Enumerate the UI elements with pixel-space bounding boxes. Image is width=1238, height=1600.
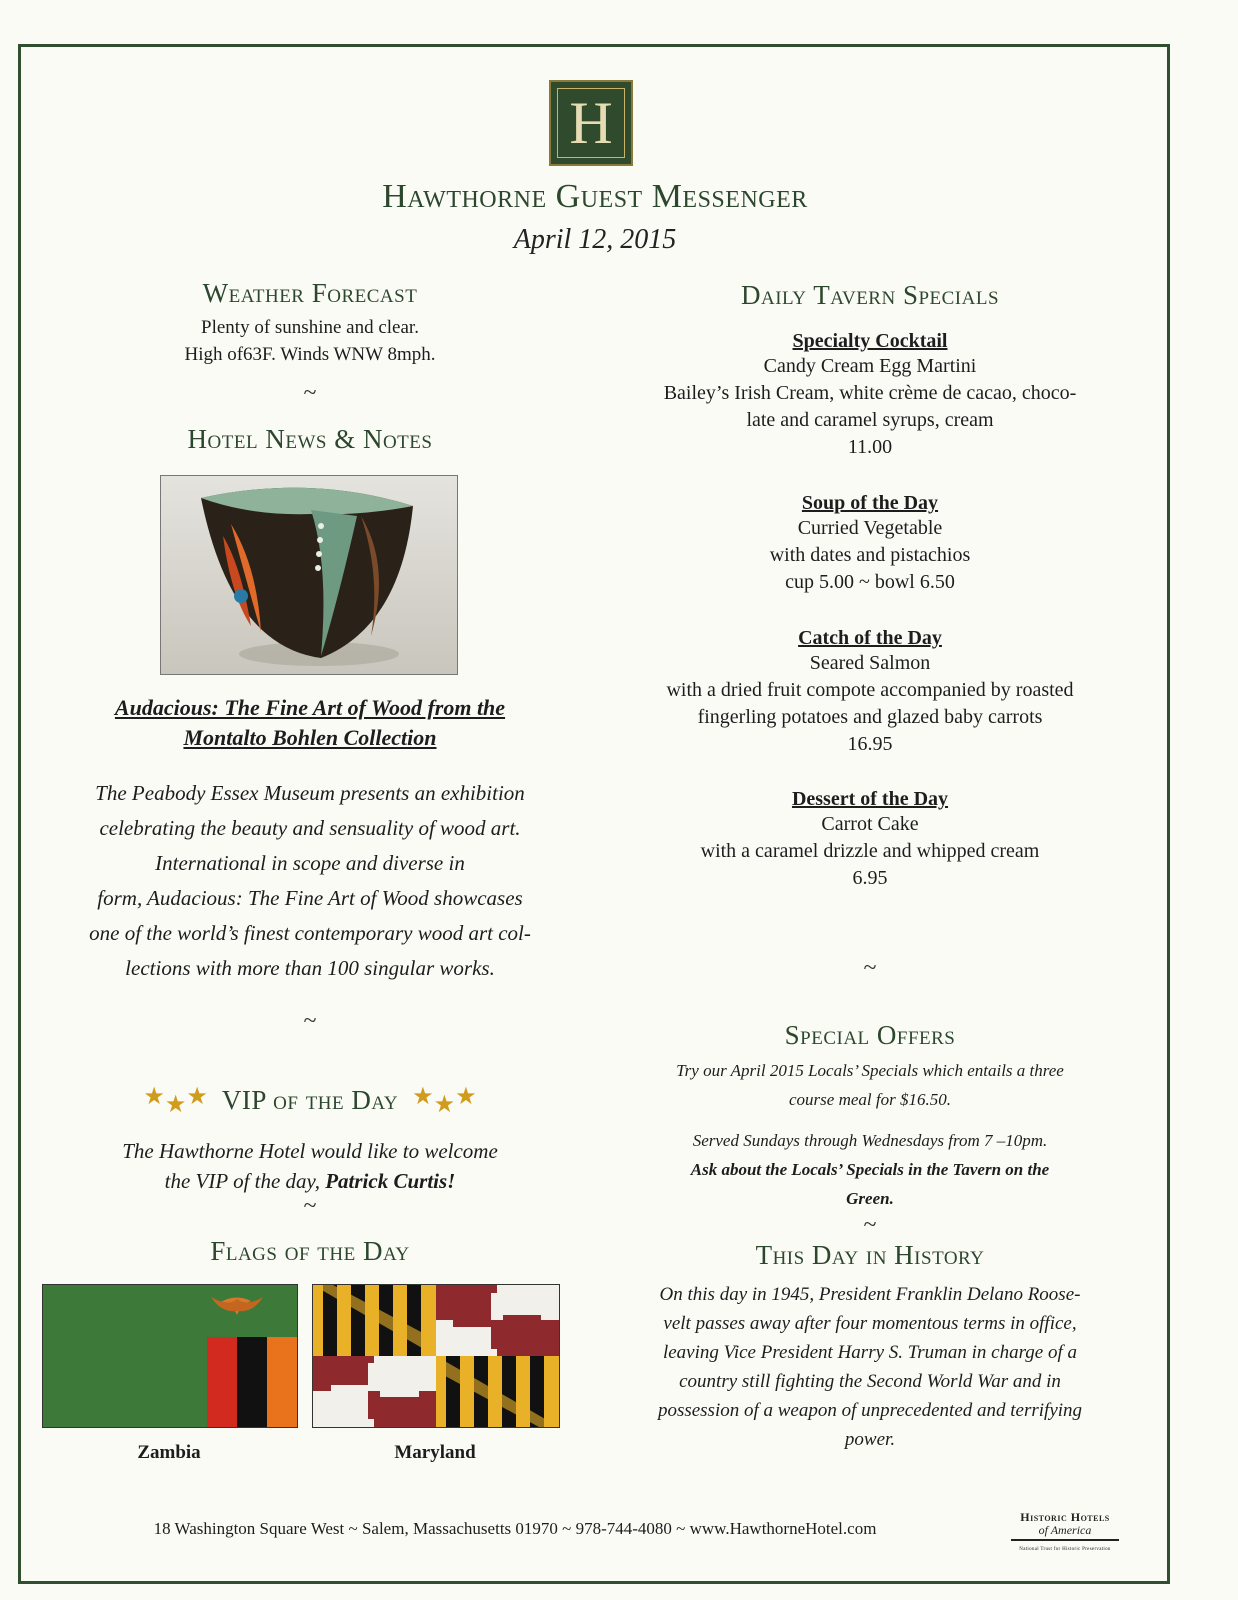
history-line: power. (844, 1429, 896, 1450)
dessert-desc: with a caramel drizzle and whipped cream (700, 840, 1040, 862)
offers-line-4: Ask about the Locals’ Specials in the Tavern on the (690, 1160, 1050, 1179)
zambia-flag (42, 1284, 298, 1428)
offers-line-5: Green. (846, 1189, 894, 1208)
cocktail-desc-2: late and caramel syrups, cream (746, 409, 994, 431)
newsletter-date: April 12, 2015 (513, 224, 677, 255)
maryland-label: Maryland (394, 1442, 476, 1463)
dessert-title: Dessert of the Day (791, 788, 949, 810)
exhibit-desc-line: form, Audacious: The Fine Art of Wood showcases (97, 886, 523, 910)
exhibit-desc-line: one of the world’s finest contemporary wood art col- (89, 921, 531, 945)
catch-desc-1: with a dried fruit compote accompanied by roasted (666, 679, 1074, 701)
offers-line-1: Try our April 2015 Locals’ Specials which entails a three (676, 1061, 1064, 1080)
catch-title: Catch of the Day (798, 627, 942, 649)
soup-desc: with dates and pistachios (769, 544, 971, 566)
catch-name: Seared Salmon (809, 652, 931, 674)
exhibit-title (40, 693, 580, 753)
soup-section (600, 492, 1140, 596)
catch-desc-2: fingerling potatoes and glazed baby carrots (697, 706, 1043, 728)
hha-line-2: of America (1038, 1523, 1092, 1537)
hha-line-1: Historic Hotels (1020, 1510, 1110, 1524)
cocktail-desc-1: Bailey’s Irish Cream, white crème de cacao, choco- (663, 382, 1077, 404)
offers-line-3: Served Sundays through Wednesdays from 7 –10pm. (692, 1131, 1048, 1150)
offers-line-2: course meal for $16.50. (789, 1090, 951, 1109)
cocktail-title: Specialty Cocktail (792, 330, 948, 352)
history-heading: This Day in History (755, 1240, 985, 1270)
flags-heading: Flags of the Day (210, 1236, 410, 1266)
maryland-flag (312, 1284, 560, 1428)
cocktail-price: 11.00 (847, 436, 893, 458)
dessert-name: Carrot Cake (821, 813, 919, 835)
zambia-label: Zambia (137, 1442, 201, 1463)
exhibit-desc-line: celebrating the beauty and sensuality of wood art. (99, 816, 521, 840)
offers-heading: Special Offers (784, 1020, 956, 1050)
vip-name: Patrick Curtis! (325, 1169, 456, 1193)
vip-heading: VIP of the Day (221, 1085, 399, 1115)
divider-swirl: ~ (303, 1193, 317, 1219)
exhibit-desc-line: The Peabody Essex Museum presents an exhibition (95, 781, 525, 805)
divider-swirl: ~ (863, 1212, 877, 1238)
vip-heading-row (40, 1082, 580, 1119)
history-line: On this day in 1945, President Franklin Delano Roose- (659, 1284, 1081, 1305)
catch-section (600, 627, 1140, 758)
footer-address: 18 Washington Square West ~ Salem, Massachusetts 01970 ~ 978-744-4080 ~ www.HawthorneHotel.com (153, 1519, 877, 1538)
history-line: country still fighting the Second World War and in (679, 1371, 1061, 1392)
cocktail-name: Candy Cream Egg Martini (763, 355, 977, 377)
wood-bowl-photo (160, 475, 458, 675)
stars-left-icon: ★ ★ ★ (143, 1084, 208, 1118)
soup-price: cup 5.00 ~ bowl 6.50 (785, 571, 955, 593)
offers-text (600, 1056, 1140, 1213)
catch-price: 16.95 (847, 733, 893, 755)
vip-line-1: The Hawthorne Hotel would like to welcome (122, 1139, 498, 1163)
vip-line-2: the VIP of the day, (164, 1169, 326, 1193)
hotel-logo (549, 80, 633, 166)
exhibit-title-line-2: Montalto Bohlen Collection (183, 725, 437, 750)
stars-right-icon: ★ ★ ★ (412, 1084, 477, 1118)
exhibit-title-line-1: Audacious: The Fine Art of Wood from the (114, 695, 506, 720)
news-heading: Hotel News & Notes (187, 424, 433, 454)
weather-heading: Weather Forecast (202, 278, 418, 308)
exhibit-desc-line: International in scope and diverse in (155, 851, 465, 875)
divider-swirl: ~ (303, 1008, 317, 1034)
dessert-section (600, 788, 1140, 892)
exhibit-desc-line: lections with more than 100 singular works. (125, 956, 495, 980)
tavern-heading: Daily Tavern Specials (740, 280, 1000, 310)
divider-swirl: ~ (303, 380, 317, 406)
vip-message (40, 1136, 580, 1196)
specialty-cocktail-section (600, 330, 1140, 461)
soup-name: Curried Vegetable (797, 517, 943, 539)
history-line: velt passes away after four momentous terms in office, (663, 1313, 1077, 1334)
dessert-price: 6.95 (852, 867, 888, 889)
logo-letter: H (569, 89, 613, 156)
newsletter-title: Hawthorne Guest Messenger (382, 178, 808, 215)
weather-line-2: High of63F. Winds WNW 8mph. (184, 344, 436, 365)
history-line: leaving Vice President Harry S. Truman in charge of a (662, 1342, 1078, 1363)
exhibit-description (40, 776, 580, 986)
historic-hotels-logo (1005, 1510, 1125, 1552)
divider-swirl: ~ (863, 955, 877, 981)
weather-line-1: Plenty of sunshine and clear. (201, 317, 419, 338)
history-line: possession of a weapon of unprecedented and terrifying (657, 1400, 1083, 1421)
soup-title: Soup of the Day (801, 492, 939, 514)
history-text (600, 1280, 1140, 1454)
hha-line-3: National Trust for Historic Preservation (1019, 1547, 1111, 1552)
